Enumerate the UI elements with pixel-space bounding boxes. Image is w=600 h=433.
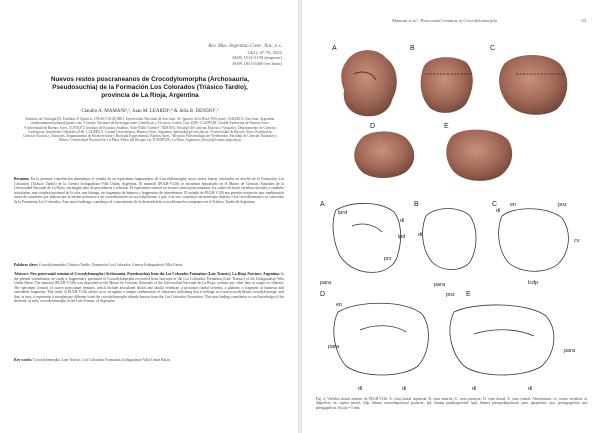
drawing-label-e: E (466, 291, 471, 298)
palabras-text: Crocodylomorpha, Triásico Tardío, Formación Los Colorados, Cuenca Ischigualasto-Villa Unión. (39, 263, 184, 267)
label-di: di (472, 386, 477, 392)
page-number: 53 (581, 18, 586, 23)
panel-label-a: A (332, 45, 337, 52)
label-di: di (418, 232, 423, 238)
photo-panel-d (354, 123, 414, 178)
photo-panel-e (444, 123, 512, 181)
drawing-panel-a (320, 201, 405, 286)
label-lcdp: lcdp (528, 280, 539, 286)
vertebra-photo-d (354, 131, 414, 178)
abstract-paragraph (14, 272, 284, 304)
label-poz: poz (446, 292, 455, 298)
photo-panel-a (332, 45, 397, 116)
vertebra-photo-a (341, 50, 397, 116)
drawing-panel-b (414, 201, 476, 288)
drawing-outline (499, 209, 569, 272)
drawing-label-a: A (320, 201, 325, 208)
panel-label-c: C (490, 45, 496, 52)
journal-name: Rev. Mus. Argentino Cienc. Nat., n.s. (208, 44, 282, 49)
drawing-ridge (360, 326, 406, 332)
drawing-panel-d (320, 291, 428, 392)
keywords (14, 358, 284, 363)
palabras-label: Palabras clave: (14, 263, 39, 267)
left-page (0, 0, 298, 433)
vertebra-photo-e (446, 130, 512, 181)
journal-header (208, 44, 282, 66)
title-line: Nuevos restos poscraneanos de Crocodylomorpha (Archosauria, (50, 76, 250, 83)
label-lpd: lpd (398, 234, 406, 240)
vertebra-photo-b (421, 57, 473, 113)
affiliations: ¹Instituto de Geología Dr. Emiliano P. Aparicio, INGEO-CIGEOBIO, Universidad Nacional de San Juan, Av. Ignacio de la Roza 590 (oeste), J5402DCS, San Juan, Argentina. claudiomamani.palaeo@gmail.com. ²Consejo Nacional de Investigaciones Científicas y Técnicas, Godoy Cruz 2290, C1425FQB, Ciudad Autónoma de Buenos Aires. ³Universidad de Buenos Aires, CONICET, Instituto de Estudios Andinos “Don Pablo Groeber” (IDEAN), Facultad de Ciencias Exactas y Naturales, Departamento de Ciencias Geológicas, Intendente Güiraldes 2160, C1428EGA, Ciudad Universitaria, Buenos Aires, Argentina. jmleardi@gl.fcen.uba.ar. ⁴Universidad de Buenos Aires, Facultad de Ciencias Exactas y Naturales, Departamento de Biodiversidad y Biología Experimental, Buenos Aires. ⁵División Paleontología de Vertebrados, Facultad de Ciencias Naturales y Museo, Universidad Nacional de La Plata, Paseo del Bosque s/n, B1900FWA, La Plata, Argentina. jdesojo@fcnym.unlp.edu.ar (22, 117, 278, 143)
label-di: di (400, 218, 405, 224)
photo-panel-c (490, 45, 567, 115)
keywords-text: Crocodylomorpha, Late Triassic, Los Colorados Formation, Ischigualasto-Villa Unión Basin. (33, 358, 171, 362)
label-en: en (510, 202, 517, 208)
panel-label-b: B (410, 45, 415, 52)
article-title (24, 76, 276, 100)
label-prz: prz (384, 256, 392, 262)
abstract-label: Abstract: (14, 272, 29, 276)
right-page (302, 0, 600, 433)
drawing-ridge (352, 224, 382, 232)
vertebra-photo-c (499, 55, 567, 115)
resumen-text: En la presente contribución abordamos el estudio de un espécimen fragmentario de Crocodylomorpha cuyos restos fueron colectados en niveles de la Formación Los Colorados (Triásico Tardío) de la Cuenca Ischigualasto-Villa Unión, Argentina. El material (PULR-V126) se encuentra depositado en el Museo de Ciencias Naturales de la Universidad Nacional de La Rioja, sin ningún dato de procedencia o relación. El espécimen consiste en escasos restos postcraneanos, los cuales incluyen vértebras dorsales y caudales articuladas, una vértebra proximal de la cola, una falange, un fragmento de húmero y fragmentos de osteodermos. El estudio de PULR-V126 nos permite reconocer una combinación única de caracteres que indican que el mismo pertenece a un crocodilomorfo no crocodyliforme, y que, a su vez, constituye un morfotipo distinto a los crocodilomorfos ya conocidos de la Formación Los Colorados. Este nuevo hallazgo contribuye al conocimiento de la diversidad de crocodilomorfos tempranos en el Triásico Tardío de Argentina. (14, 177, 285, 204)
label-para: para (564, 348, 576, 354)
label-para: para (320, 280, 332, 286)
resumen-paragraph (14, 177, 284, 204)
palabras-clave (14, 263, 284, 268)
photo-panel-b (410, 45, 473, 113)
running-head: Mamani et al.: Postcranial remains of Crocodylomorpha (392, 18, 497, 23)
figure-caption: Fig. 2. Vértebra dorsal anterior de PULR-V126. A, vista lateral izquierda; B, vista anterior; C, vista posterior; D, vista dorsal; E, vista ventral. Abreviaturas: cv, centro vertebral; di, diapófisis; en, espina neural; lcdp, lámina centrodiapofiseal posterior; lpd, lámina paradiapofiseal; lprd, lámina prezigodiapofiseal; para, parapófisis; poz, postzigapófisis; prz, prezigapófisis. Escala = 5 mm. (316, 397, 588, 410)
drawing-label-c: C (492, 201, 498, 208)
drawing-label-d: D (320, 291, 326, 298)
drawing-outline (450, 305, 554, 375)
title-line: provincia de La Rioja, Argentina (101, 92, 199, 99)
label-di: di (528, 386, 533, 392)
authors: Claudio A. MAMANI¹,², Juan M. LEARDI³,⁴ & Julia B. DESOJO¹,⁵ (81, 109, 219, 114)
label-di: di (358, 386, 363, 392)
panel-label-e: E (444, 123, 449, 130)
abstract-text: In the present contribution we study a fragmentary specimen of Crocodylomorpha recovered from outcrops of the Los Colorados Formation (Late Triassic) of the Ischigualasto-Villa Unión Basin. The material (PULR-V126) was deposited in the Museo de Ciencias Naturales of the Universidad Nacional de La Rioja, without any other data of origin or collector. The specimen consists of scarce postcranial remains, which include articulated dorsal and caudal vertebrae, a proximal caudal vertebra, a phalanx, a fragment of humerus and osteoderm fragments. The study of PULR-V126 allows us to recognize a unique combination of characters indicating that it belongs to a non-crocodyliform crocodylomorph, and that, in turn, it represents a morphotype different from the crocodylomorphs already known from the Los Colorados Formation. This new finding contributes to our knowledge of the diversity of early crocodylomorphs in the Late Triassic of Argentina. (14, 272, 284, 303)
drawing-outline (334, 303, 429, 375)
label-en: en (336, 302, 343, 308)
abstract-title: New postcranial remains of Crocodylomorpha (Archosauria, Pseudosuchia) from the Los Colorados Formation (Late Triassic), La Rioja Province, Argentina. (30, 272, 280, 276)
drawing-panel-e (446, 291, 576, 392)
label-para: para (434, 282, 446, 288)
label-para: para (328, 344, 340, 350)
label-cv: cv (574, 238, 580, 244)
journal-volume: 24(1): 47-76, 2022 (247, 49, 282, 55)
issn-online: ISSN 1853-0400 (en línea) (232, 60, 282, 66)
issn-print: ISSN 1514-5158 (impresa) (232, 55, 282, 61)
resumen-label: Resumen. (14, 177, 30, 181)
label-di: di (496, 208, 501, 214)
label-poz: poz (558, 202, 567, 208)
panel-label-d: D (370, 123, 376, 130)
keywords-label: Key words: (14, 358, 33, 362)
drawing-panel-c (492, 201, 580, 286)
drawing-outline (423, 209, 476, 270)
title-line: Pseudosuchia) de la Formación Los Colorados (Triásico Tardío), (52, 84, 248, 91)
label-di: di (402, 386, 407, 392)
label-lprd: lprd (338, 210, 348, 216)
drawing-ridge (474, 330, 534, 336)
drawing-label-b: B (414, 201, 419, 208)
figure-plate (302, 0, 600, 433)
